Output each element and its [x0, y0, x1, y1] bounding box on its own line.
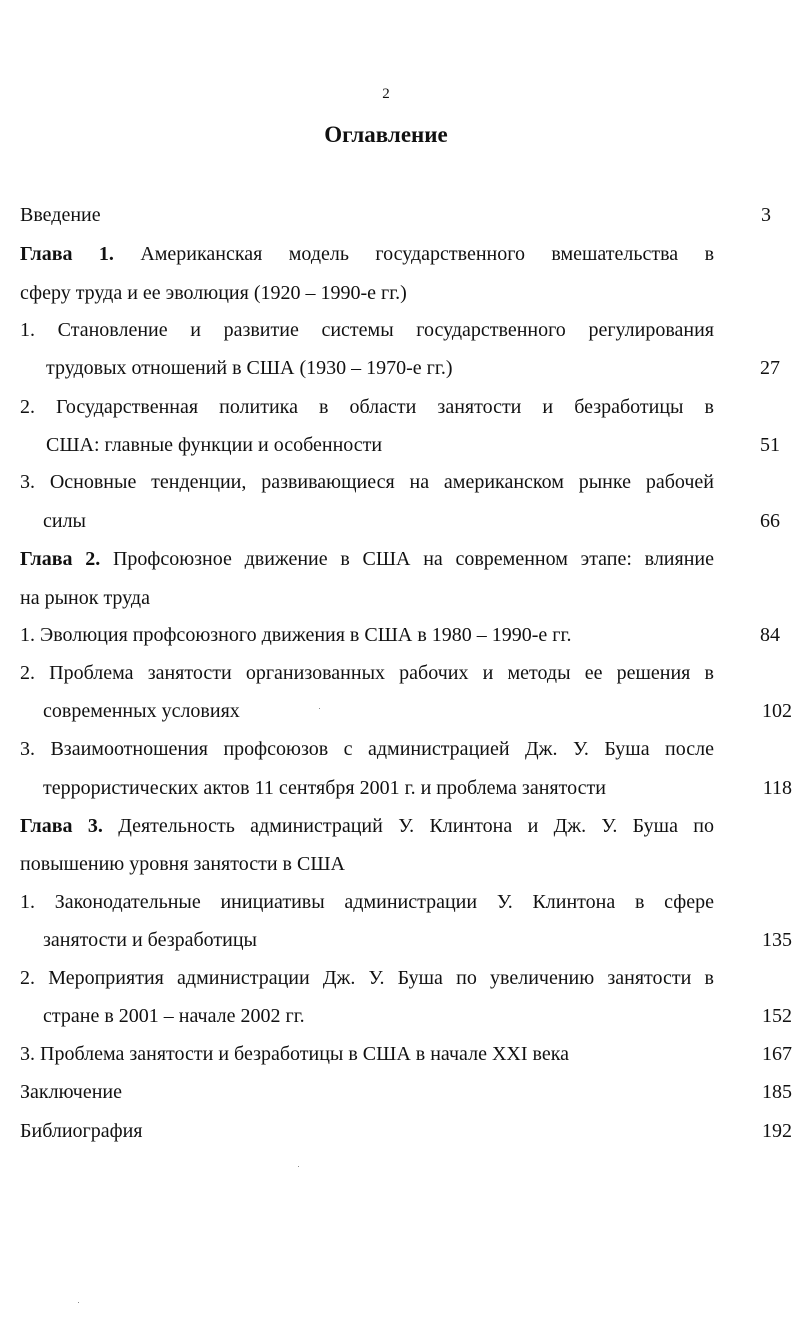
- toc-ch1-label: Глава 1.: [20, 243, 114, 265]
- toc-conclusion-text: Заключение: [20, 1081, 122, 1103]
- toc-bibliography-text: Библиография: [20, 1120, 143, 1142]
- toc-intro-page: 3: [761, 204, 771, 226]
- toc-ch2-s2-line1: 2. Проблема занятости организованных рабочих и методы ее решения в: [20, 662, 714, 684]
- toc-ch3-s3-page: 167: [762, 1043, 792, 1065]
- toc-ch1-s3-page: 66: [760, 510, 780, 532]
- toc-ch1-title: Американская модель государственного вмешательства в: [140, 243, 715, 265]
- toc-ch3-s1-line1: 1. Законодательные инициативы администрации У. Клинтона в сфере: [20, 891, 714, 913]
- toc-ch2-line2: на рынок труда: [20, 587, 150, 609]
- toc-ch3-s2-line1: 2. Мероприятия администрации Дж. У. Буша по увеличению занятости в: [20, 967, 714, 989]
- toc-bibliography-page: 192: [762, 1120, 792, 1142]
- toc-ch3-title: Деятельность администраций У. Клинтона и Дж. У. Буша по: [118, 815, 715, 837]
- scan-speck: [78, 1302, 79, 1303]
- toc-ch1-s2-page: 51: [760, 434, 780, 456]
- scan-speck: [298, 1166, 299, 1167]
- toc-ch3-label: Глава 3.: [20, 815, 103, 837]
- toc-ch3-s3-line1: 3. Проблема занятости и безработицы в США в начале XXI века: [20, 1043, 569, 1065]
- toc-ch2-line1: [20, 547, 714, 571]
- toc-ch3-line1: [20, 814, 714, 838]
- toc-ch2-label: Глава 2.: [20, 548, 101, 570]
- toc-ch1-s2-line2: США: главные функции и особенности: [46, 434, 383, 456]
- toc-ch2-s1-page: 84: [760, 624, 780, 646]
- toc-ch1-line1: [20, 242, 714, 266]
- toc-ch1-s1-line1: 1. Становление и развитие системы государственного регулирования: [20, 319, 714, 341]
- toc-ch2-s2-page: 102: [762, 700, 792, 722]
- toc-ch1-s1-line2: трудовых отношений в США (1930 – 1970-е гг.): [46, 357, 453, 379]
- toc-ch3-s1-page: 135: [762, 929, 792, 951]
- toc-ch1-s1-page: 27: [760, 357, 780, 379]
- toc-ch1-s3-line2: силы: [43, 510, 86, 532]
- toc-ch1-line2: сферу труда и ее эволюция (1920 – 1990-е гг.): [20, 282, 407, 304]
- toc-intro-text: Введение: [20, 204, 101, 226]
- toc-ch3-s1-line2: занятости и безработицы: [43, 929, 257, 951]
- toc-ch2-s1-line1: 1. Эволюция профсоюзного движения в США в 1980 – 1990-е гг.: [20, 624, 572, 646]
- toc-ch2-s3-line2: террористических актов 11 сентября 2001 г. и проблема занятости: [43, 777, 606, 799]
- toc-ch1-s2-line1: 2. Государственная политика в области занятости и безработицы в: [20, 396, 714, 418]
- toc-ch2-s2-line2: современных условиях: [43, 700, 240, 722]
- toc-ch3-line2: повышению уровня занятости в США: [20, 853, 345, 875]
- toc-ch2-s3-page: 118: [762, 777, 792, 799]
- toc-ch1-s3-line1: 3. Основные тенденции, развивающиеся на американском рынке рабочей: [20, 471, 714, 493]
- page-number: 2: [382, 86, 390, 102]
- toc-ch2-title: Профсоюзное движение в США на современном этапе: влияние: [112, 548, 714, 570]
- page-title: Оглавление: [324, 122, 448, 147]
- toc-conclusion-page: 185: [762, 1081, 792, 1103]
- scan-speck: [319, 708, 320, 709]
- toc-ch3-s2-line2: стране в 2001 – начале 2002 гг.: [43, 1005, 305, 1027]
- toc-ch2-s3-line1: 3. Взаимоотношения профсоюзов с администрацией Дж. У. Буша после: [20, 738, 714, 760]
- toc-ch3-s2-page: 152: [762, 1005, 792, 1027]
